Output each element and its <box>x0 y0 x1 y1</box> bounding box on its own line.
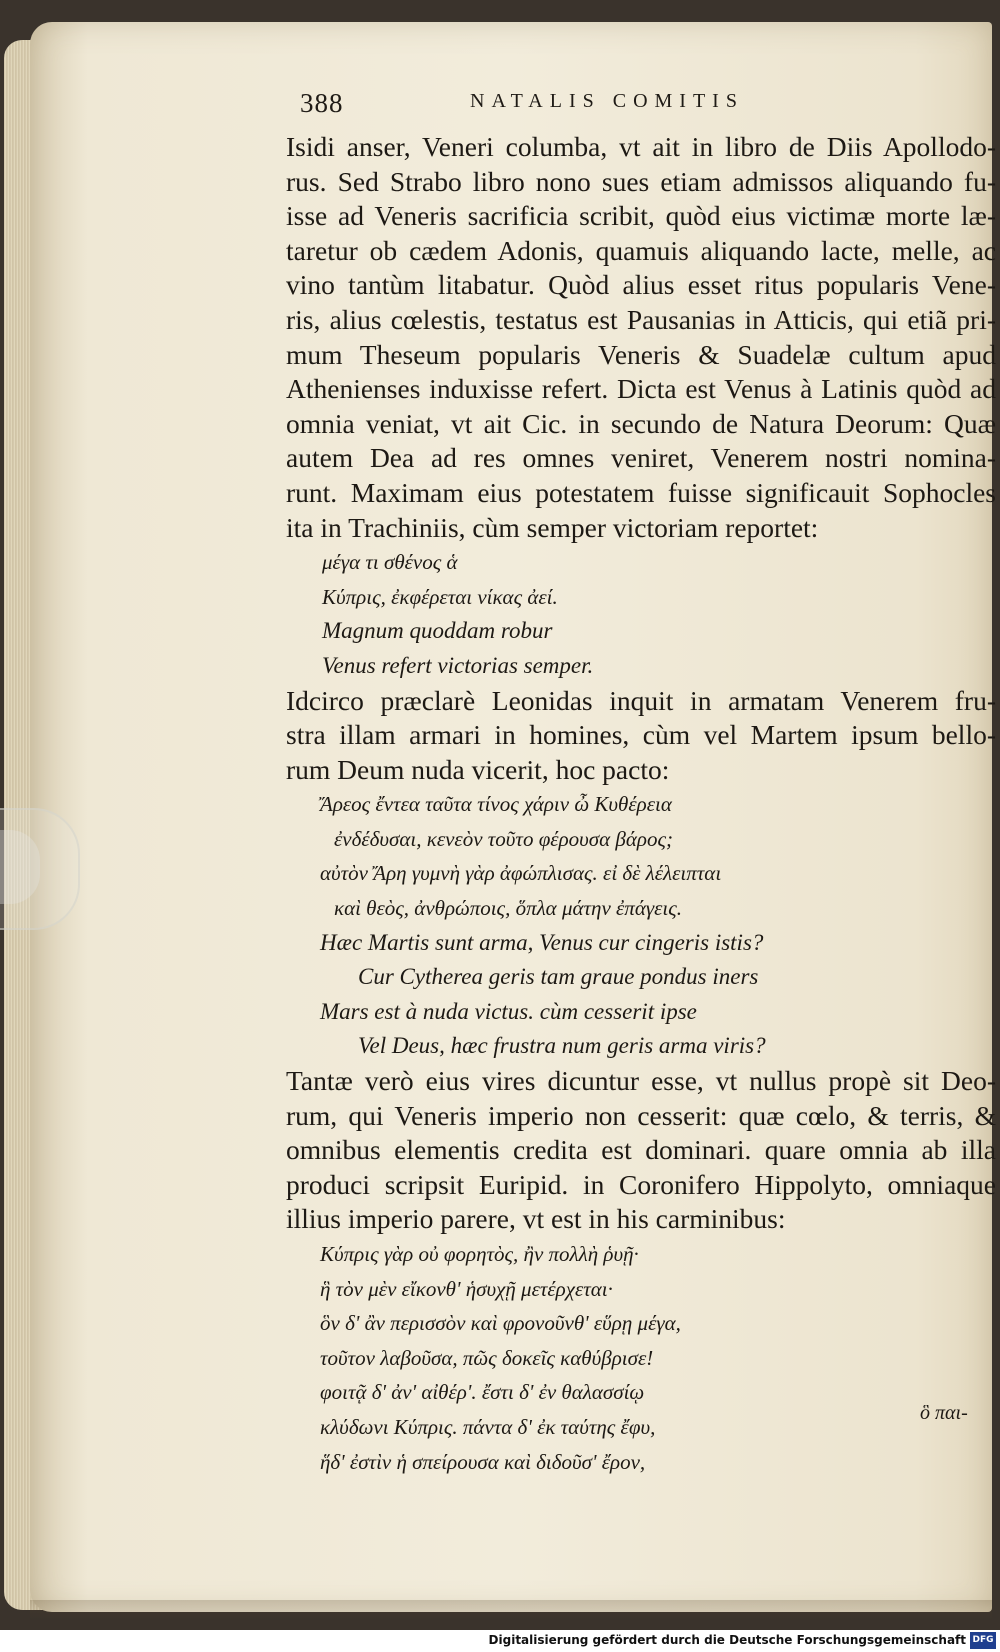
text-line: stra illam armari in homines, cùm vel Martem ipsum bello- <box>286 719 996 751</box>
greek-verse-line: κλύδωνι Κύπρις. πάντα δ' ἐκ ταύτης ἔφυ, <box>320 1414 656 1439</box>
greek-verse-line: Κύπρις, ἐκφέρεται νίκας ἀεί. <box>322 584 558 609</box>
footer-bar <box>0 1630 1000 1652</box>
text-line: Isidi anser, Veneri columba, vt ait in libro de Diis Apollodo- <box>286 131 996 162</box>
greek-verse-line: Κύπρις γὰρ οὐ φορητὸς, ἢν πολλὴ ῥυῇ· <box>320 1242 639 1266</box>
text-line: vino tantùm litabatur. Quòd alius esset ritus popularis Vene- <box>286 269 996 301</box>
text-line: mum Theseum popularis Veneris & Suadelæ cultum apud <box>286 338 996 370</box>
dfg-logo-icon: DFG <box>970 1632 996 1649</box>
text-line: omnibus elementis credita est dominari. quare omnia ab illa <box>286 1134 996 1166</box>
text-line: autem Dea ad res omnes veniret, Venerem nostri nomina- <box>286 442 996 474</box>
latin-verse-line: Hæc Martis sunt arma, Venus cur cingeris istis? <box>320 929 764 955</box>
latin-verse-line: Mars est à nuda victus. cùm cesserit ipse <box>320 998 697 1024</box>
latin-verse-line: Venus refert victorias semper. <box>322 652 594 678</box>
text-line: produci scripsit Euripid. in Coronifero Hippolyto, omniaque <box>286 1168 996 1200</box>
greek-verse-line: ἥδ' ἐστὶν ἡ σπείρουσα καὶ διδοῦσ' ἔρον, <box>320 1449 646 1474</box>
text-line: taretur ob cædem Adonis, quamuis aliquando lacte, melle, ac <box>286 234 996 266</box>
latin-verse-line: Cur Cytherea geris tam graue pondus iners <box>358 964 759 990</box>
catchword: ὃ παι- <box>920 1402 968 1424</box>
text-line: rum Deum nuda vicerit, hoc pacto: <box>286 753 670 785</box>
page-header <box>300 88 860 122</box>
greek-verse-line: ἣ τὸν μὲν εἴκονθ' ἡσυχῇ μετέρχεται· <box>320 1276 613 1301</box>
text-line: isse ad Veneris sacrificia scribit, quòd eius victimæ morte læ- <box>286 200 996 232</box>
page-shadow <box>30 1600 992 1620</box>
text-line: rum, qui Veneris imperio non cesserit: quæ cœlo, & terris, & <box>286 1099 996 1131</box>
greek-verse-line: καὶ θεὸς, ἀνθρώποις, ὅπλα μάτην ἐπάγεις. <box>334 896 682 921</box>
text-block <box>286 130 996 1479</box>
text-line: runt. Maximam eius potestatem fuisse significauit Sophocles <box>286 476 996 508</box>
greek-verse-line: φοιτᾷ δ' ἀν' αἰθέρ'. ἔστι δ' ἐν θαλασσίῳ <box>320 1380 645 1405</box>
text-line: Tantæ verò eius vires dicuntur esse, vt nullus propè sit Deo- <box>286 1065 996 1097</box>
greek-verse-line: μέγα τι σθένος ἁ <box>322 550 458 575</box>
text-line: ris, alius cœlestis, testatus est Pausanias in Atticis, qui etiã pri- <box>286 303 996 335</box>
greek-verse-line: ἐνδέδυσαι, κενεὸν τοῦτο φέρουσα βάρος; <box>334 826 674 851</box>
latin-verse-line: Vel Deus, hæc frustra num geris arma viris? <box>358 1033 766 1059</box>
running-head: NATALIS COMITIS <box>470 90 744 112</box>
greek-verse-line: αὐτὸν Ἄρη γυμνὴ γὰρ ἀφώπλισας. εἰ δὲ λέλειπται <box>320 861 722 886</box>
greek-verse-line: τοῦτον λαβοῦσα, πῶς δοκεῖς καθύβρισε! <box>320 1345 654 1370</box>
latin-verse-line: Magnum quoddam robur <box>322 618 553 644</box>
text-line: Athenienses induxisse refert. Dicta est Venus à Latinis quòd ad <box>286 373 996 405</box>
text-line: omnia veniat, vt ait Cic. in secundo de Natura Deorum: Quæ <box>286 407 996 439</box>
text-line: rus. Sed Strabo libro nono sues etiam admissos aliquando fu- <box>286 165 996 197</box>
greek-verse-line: Ἄρεος ἔντεα ταῦτα τίνος χάριν ὦ Κυθέρεια <box>320 792 672 817</box>
text-line: ita in Trachiniis, cùm semper victoriam reportet: <box>286 511 819 543</box>
greek-verse-line: ὃν δ' ἂν περισσὸν καὶ φρονοῦνθ' εὕρῃ μέγα, <box>320 1311 681 1336</box>
footer-credit: Digitalisierung gefördert durch die Deutsche Forschungsgemeinschaft <box>488 1633 966 1647</box>
text-line: illius imperio parere, vt est in his carminibus: <box>286 1203 786 1235</box>
text-line: Idcirco præclarè Leonidas inquit in armatam Venerem fru- <box>286 684 996 716</box>
page-number: 388 <box>300 88 344 118</box>
